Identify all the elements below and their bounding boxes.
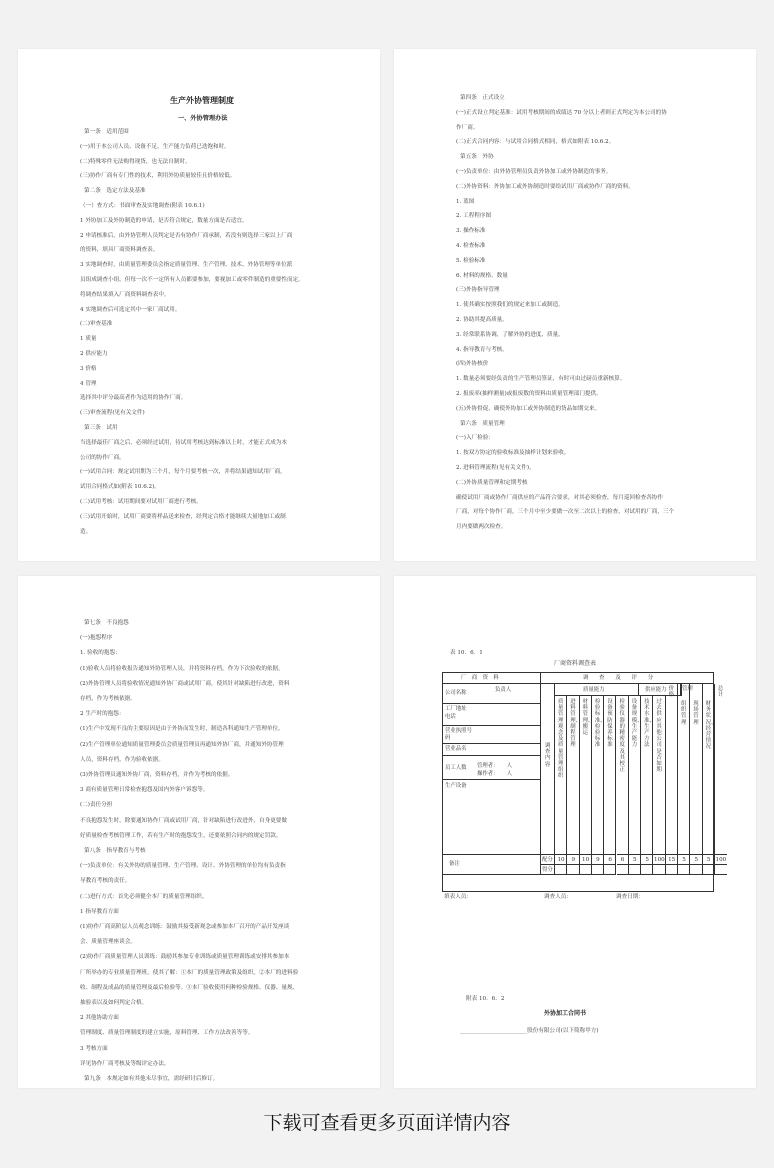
body-line: (1)验收人员将验收报告通知外协管理人员，并将资料存档，作为下次验收的依据。 — [80, 665, 284, 672]
body-line: (二)试用考核：试用期间要对试用厂商进行考核。 — [80, 499, 202, 505]
section-subtitle: 一、外协管理办法 — [178, 115, 228, 122]
allocated-score: 9 — [571, 857, 576, 863]
body-line: (一)试用合同：规定试用期为三个月，每个月要考核一次，并将结果通知试用厂商， — [80, 469, 286, 476]
body-line: 收、制程及成品的质量管理及最后检验等。③本厂验收使用何种检验规格、仪器、量规、 — [80, 984, 299, 991]
appendix-label: 附表 10．6．2 — [466, 996, 505, 1002]
body-line: 3 实地调查时，由质量管理委员会指定质量管理、生产管理、技术、外协管理等单位派 — [80, 262, 293, 269]
body-line: 第九条 本规定如有其他未尽事宜，需经研讨后修订。 — [84, 1076, 219, 1082]
allocated-score: 10 — [582, 857, 590, 863]
allocated-score: 6 — [620, 857, 625, 863]
allocated-score: 10 — [557, 857, 565, 863]
body-line: 3 价格 — [80, 365, 97, 372]
body-line: 3. 操作标准 — [456, 228, 486, 235]
body-line: 月内要做两次检查。 — [456, 524, 507, 531]
body-line: 会、质量管理座谈会。 — [80, 939, 136, 946]
owner-label: 负责人 — [495, 687, 512, 693]
phone-label: 电话 — [445, 714, 456, 720]
criteria-label: 检验仪器的精密度及其校正 — [619, 699, 625, 774]
document-page-2 — [394, 49, 756, 561]
allocated-label: 配分 — [542, 857, 553, 863]
survey-content-label: 调查内容 — [545, 743, 551, 768]
supplier-survey-table — [442, 672, 727, 892]
criteria-label: 组织管理 — [681, 701, 687, 726]
body-line: 存档，作为考核依据。 — [80, 696, 136, 702]
body-line: 好质量检查考核管理工作，若有生产时的抱怨发生，还要依照合同内的规定罚款。 — [80, 832, 282, 839]
criteria-label: 进料管理、制程管理 — [570, 699, 582, 749]
survey-header: 调 查 及 评 分 — [583, 675, 654, 681]
body-line: 4. 检查标准 — [456, 243, 486, 249]
body-line: 确使试用厂商或协作厂商供应的产品符合要求，对其必须检查，每月巡回检查各协作 — [456, 494, 663, 501]
body-line: 将调查结果填入厂商资料调查表中。 — [80, 291, 170, 298]
allocated-score: 5 — [706, 857, 711, 863]
body-line: 详见协作厂商考核及等级评定办法。 — [80, 1060, 170, 1067]
body-line: 试用合同格式如(附表 10.6.2)。 — [80, 484, 160, 491]
body-line: 公司的协作厂商。 — [80, 454, 125, 461]
document-page-1 — [18, 49, 380, 561]
supply-ability-header: 供应能力 — [645, 687, 667, 693]
body-line: (二)外协资料：外协加工或外协制造时要给试用厂商或协作厂商的资料。 — [456, 183, 634, 190]
body-line: 造。 — [80, 528, 92, 535]
allocated-score: 9 — [596, 857, 600, 863]
quality-ability-header: 质量能力 — [583, 687, 605, 693]
body-line: 厂商，对每个协作厂商，三个月中至少要做一次至二次以上的检查，对试用的厂商，三个 — [456, 509, 675, 516]
body-line: 6. 材料的规格、数量 — [456, 272, 508, 279]
body-line: (一)正式设立判定基准：试用考核期间的成绩达 70 分以上者则正式判定为本公司的协 — [456, 109, 667, 116]
body-line: 3 商有质量管理日常检查抱怨及国内外客户诉怨等。 — [80, 787, 209, 794]
body-line: 1. 蓝图 — [456, 198, 475, 205]
document-page-3 — [18, 576, 380, 1088]
body-line: (一)用于本公司人员、设备不足，生产能力负荷已迭饱和时。 — [80, 143, 230, 150]
body-line: 第二条 选定方法及基准 — [84, 188, 146, 195]
body-line: 导教育考核的责任。 — [80, 878, 131, 885]
body-line: 1 质量 — [80, 336, 97, 343]
allocated-score: 15 — [668, 857, 676, 863]
body-line: 2. 协助其提高质量。 — [456, 317, 508, 323]
score-label: 得分 — [542, 867, 553, 873]
allocated-score: 6 — [608, 857, 612, 863]
body-line: 管理制度、质量管理制度的建立实施，原料管理、工作方法改善等等。 — [80, 1030, 254, 1037]
body-line: (三)试用开始时，试用厂商要将样品送来检查，经判定合格才能继续大量地加工或制 — [80, 513, 286, 520]
body-line: (二)责任分担 — [80, 802, 113, 809]
total-header: 总计 — [717, 686, 724, 699]
body-line: 厂所举办的专业质量管理班，使其了解：①本厂的质量管理政策及组织。②本厂的进料验 — [80, 969, 299, 976]
company-name-label: 公司名称 — [445, 690, 467, 696]
body-line: 1. 数量必须要经负责的生产管理员签证，有时可由过磅员重新核算。 — [456, 376, 626, 383]
factory-address-label: 工厂地址 — [445, 706, 467, 712]
allocated-score: 100 — [715, 857, 727, 863]
body-line: 1. 验收的抱怨： — [80, 650, 121, 657]
body-line: (三)协作厂商有专门性的技术，利用外协质量较佳且价格较低。 — [80, 173, 236, 180]
body-line: (二)外协质量管理和定期考核 — [456, 479, 528, 486]
body-line: (二)特殊零件无法购得现货，也无法自制时。 — [80, 158, 191, 165]
body-line: 3. 经常联系协调，了解外协的进度、质量。 — [456, 331, 564, 338]
allocated-score: 5 — [645, 857, 649, 863]
license-label: 营业执照号码 — [445, 728, 472, 741]
body-line: 第五条 外协 — [460, 154, 494, 161]
body-line: 2 其他协助方面 — [80, 1015, 119, 1022]
criteria-label: 检验标准、检验标准 — [594, 699, 606, 749]
body-line: 第六条 质量管理 — [460, 420, 505, 427]
body-line: (二)审查基准 — [80, 321, 113, 328]
managers-label: 管理者： 人 — [477, 763, 513, 769]
table-number: 表 10．6．1 — [450, 650, 483, 656]
body-line: 2 申请核准后，由外协管理人员判定是否有协作厂商承制，若没有则选择三家以上厂商 — [80, 232, 293, 239]
criteria-label: 财务状况、经营情况 — [705, 701, 717, 751]
staff-count-label: 员工人数 — [445, 765, 467, 771]
criteria-label: 技术水准、生产方法 — [644, 699, 655, 749]
contract-party-line: ________________________股份有限公司(以下简称甲方) — [460, 1028, 599, 1034]
body-line: (3)外协管理员通知外协厂商，资料存档，并作为考核的依据。 — [80, 772, 234, 778]
criteria-label: 过去供应其他公司是否如期 — [656, 699, 662, 774]
body-line: 2. 进料管理流程(见有关文件)。 — [456, 465, 535, 471]
body-line: 4 管理 — [80, 380, 97, 387]
body-line: (2)外协管理人员将验收情况通知外协厂商或试用厂商，使其针对缺陷进行改进，资料 — [80, 680, 290, 687]
body-line: (一)负责单位：有关外协的质量管理、生产管理、设计、外协管理的单位均有负责指 — [80, 863, 286, 870]
body-line: 3 考核方面 — [80, 1045, 108, 1052]
body-line: 5. 检验标准 — [456, 257, 486, 264]
allocated-score: 5 — [694, 857, 699, 863]
body-line: 第四条 正式设立 — [460, 95, 505, 101]
body-line: 2 生产时的抱怨： — [80, 711, 125, 718]
operators-label: 操作者： 人 — [477, 771, 513, 777]
allocated-score: 100 — [654, 857, 665, 863]
criteria-label: 设备预防保养标准 — [607, 699, 613, 749]
contract-title: 外协加工合同书 — [544, 1010, 587, 1017]
body-line: (三)外协指导管理 — [456, 287, 500, 294]
body-line: 1 外协加工及外协制造的申请，是否符合规定，数量方面是否适宜。 — [80, 217, 248, 224]
body-line: (三)审查流程(见有关文件) — [80, 410, 145, 417]
body-line: (1)生产中发现不良的主要原因是由于外协而发生时，制造各科通知生产管理单位。 — [80, 726, 284, 733]
body-line: 第七条 不良抱怨 — [84, 620, 129, 626]
allocated-score: 5 — [633, 857, 637, 863]
body-line: (2)生产管理单位通知质量管理委员会质量管理员再通知外协厂商，并通知外协管理 — [80, 741, 284, 748]
supplier-info-header: 厂 商 资 料 — [461, 675, 499, 681]
remark-label: 备注 — [449, 861, 460, 867]
body-line: 2. 工程程序图 — [456, 213, 492, 220]
body-line: 人员，资料存档，作为验收依据。 — [80, 756, 164, 763]
body-line: 当选择最佳厂商之后，必须经过试用，待试用考核达到标准以上时，才能正式成为本 — [80, 439, 287, 446]
body-line: (五)外协督促，确使外协加工或外协制造的货品如期交来。 — [456, 405, 601, 412]
body-line: 2 供应能力 — [80, 351, 108, 357]
page-title: 生产外协管理制度 — [170, 95, 234, 105]
body-line: 作厂商。 — [456, 124, 479, 131]
manage-header: 管理 — [682, 686, 693, 692]
criteria-label: 材料管理、搬运 — [582, 699, 594, 737]
body-line: 第三条 试用 — [84, 425, 118, 431]
body-line: (四)外协核价 — [456, 361, 489, 368]
body-line: (二)进行方式：首先必须健全本厂的质量管理组织。 — [80, 893, 208, 900]
criteria-column — [666, 684, 678, 855]
body-line: 2. 报废率(抽样测量)或报废数的资料由质量管理部门提供。 — [456, 391, 602, 397]
body-line: (一)入厂检验： — [456, 435, 494, 442]
criteria-label: 现场管理 — [693, 701, 699, 726]
body-line: 4 实地调查后可选定其中一家厂商试用。 — [80, 306, 181, 313]
body-line: 1 指导教育方面 — [80, 908, 119, 915]
surveyor-field: 调查人员： — [544, 894, 572, 900]
survey-date-field: 调查日期： — [616, 894, 644, 900]
body-line: 抽验表以及如何判定合格。 — [80, 1000, 148, 1006]
body-line: 第一条 适用范围 — [84, 129, 129, 135]
body-line: 选择其中评分最高者作为适用的协作厂商。 — [80, 395, 187, 402]
body-line: （一）查方式：书面审查及实地调查(附表 10.6.1) — [80, 203, 205, 209]
body-line: 不良抱怨发生时，除要通知协作厂商或试用厂商，针对缺陷进行改进外，自身更要做 — [80, 817, 287, 824]
download-more-banner[interactable]: 下载可查看更多页面详情内容 — [263, 1112, 511, 1134]
body-line: (2)协作厂商质量管理人员训练：鼓励其参加专业训练或质量管理训练或安排其参加本 — [80, 954, 290, 961]
equipment-label: 生产设备 — [445, 783, 467, 789]
body-line: (1)协作厂商高阶层人员观念训练：鼓励其接受新观念或参加本厂召开的产品开发座谈 — [80, 924, 290, 930]
criteria-column — [715, 684, 727, 855]
body-line: (一)负责单位：由外协管理员负责外协加工或外协制造的事务。 — [456, 169, 612, 175]
body-line: 员组成调查小组，但每一次不一定所有人员都要参加，要视加工或零件制造的重要性而定， — [80, 277, 304, 283]
body-line: 的资料，填具厂商资料调查表。 — [80, 247, 159, 254]
table-title: 厂商资料调查表 — [554, 660, 597, 667]
criteria-label: 质量管理观念及质量管理组织 — [558, 699, 564, 780]
products-label: 营业品名 — [445, 746, 467, 752]
criteria-label: 设备规模、生产能力 — [631, 699, 643, 749]
price-header: 价格 — [668, 686, 675, 699]
body-line: (二)正式合同内容：与试用合同格式相同，格式如附表 10.6.2。 — [456, 139, 615, 146]
document-page-4 — [394, 576, 756, 1088]
body-line: (一)抱怨程序 — [80, 635, 113, 642]
body-line: 4. 指导教育与考核。 — [456, 346, 508, 353]
allocated-score: 5 — [682, 857, 686, 863]
body-line: 1. 使其确实按照我们的规定来加工或制造。 — [456, 302, 564, 309]
filler-field: 填表人员： — [444, 894, 472, 900]
body-line: 第八条 指导教育与考核 — [84, 848, 146, 854]
body-line: 1. 按双方协定的验收标准及抽样计划来验收。 — [456, 450, 570, 457]
